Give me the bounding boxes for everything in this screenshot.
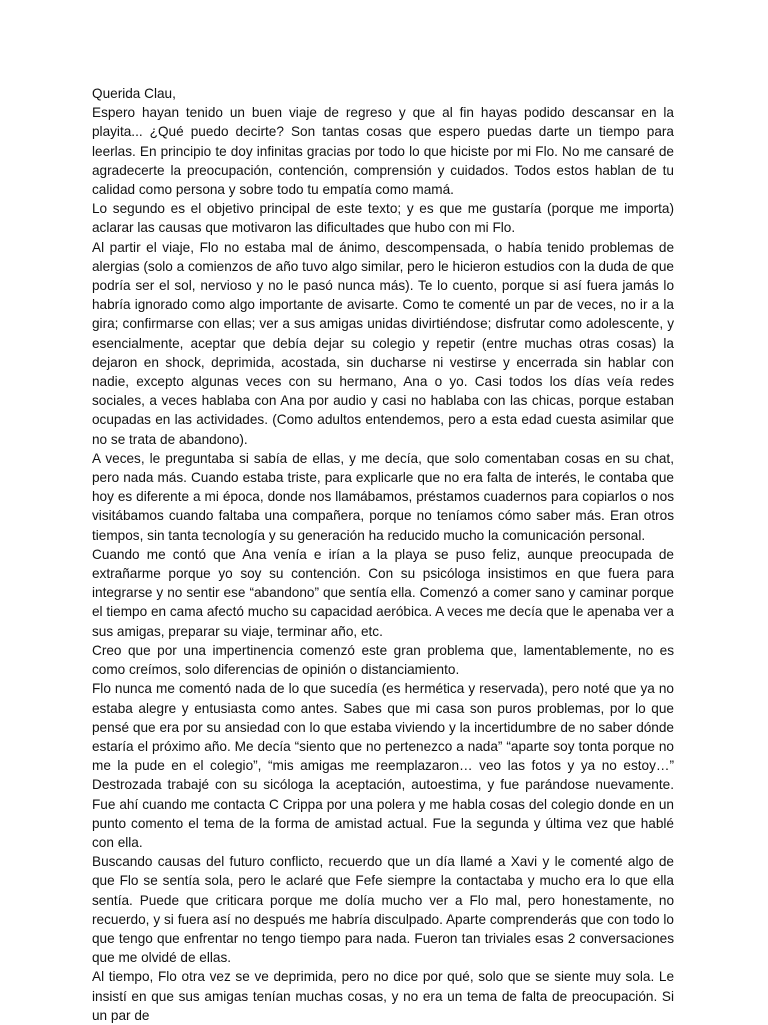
paragraph: Al partir el viaje, Flo no estaba mal de ánimo, descompensada, o había tenido problemas de alergias (solo a comienzos de año tuvo algo similar, pero le hicieron estudios con la duda de que podría ser el sol, nervioso y no le pasó nunca más). Te lo cuento, porque si así fuera jamás lo habría ignorado como algo importante de avisarte. Como te comenté un par de veces, no ir a la gira; confirmarse con ellas; ver a sus amigas unidas divirtiéndose; disfrutar como adolescente, y esencialmente, aceptar que debía dejar su colegio y repetir (entre muchas otras cosas) la dejaron en shock, deprimida, acostada, sin ducharse ni vestirse y encerrada sin hablar con nadie, excepto algunas veces con su hermano, Ana o yo. Casi todos los días veía redes sociales, a veces hablaba con Ana por audio y casi no hablaba con las chicas, porque estaban ocupadas en las actividades. (Como adultos entendemos, pero a esta edad cuesta asimilar que no se trata de abandono). <box>92 239 674 447</box>
paragraph: Flo nunca me comentó nada de lo que sucedía (es hermética y reservada), pero noté que ya no estaba alegre y entusiasta como antes. Sabes que mi casa son puros problemas, por lo que pensé que era por su ansiedad con lo que estaba viviendo y la incertidumbre de no saber dónde estaría el próximo año. Me decía “siento que no pertenezco a nada” “aparte soy tonta porque no me la pude en el colegio”, “mis amigas me reemplazaron… veo las fotos y ya no estoy…” Destrozada trabajé con su sicóloga la aceptación, autoestima, y fue parándose nuevamente. Fue ahí cuando me contacta C Crippa por una polera y me habla cosas del colegio donde en un punto comento el tema de la forma de amistad actual. Fue la segunda y última vez que hablé con ella. <box>92 681 674 850</box>
paragraph: Buscando causas del futuro conflicto, recuerdo que un día llamé a Xavi y le comenté algo de que Flo se sentía sola, pero le aclaré que Fefe siempre la contactaba y mucho era lo que ella sentía. Puede que criticara porque me dolía mucho ver a Flo mal, pero honestamente, no recuerdo, y si fuera así no después me habría disculpado. Aparte comprenderás que con todo lo que tengo que enfrentar no tengo tiempo para nada. Fueron tan triviales esas 2 conversaciones que me olvidé de ellas. <box>92 854 674 966</box>
paragraph: Creo que por una impertinencia comenzó este gran problema que, lamentablemente, no es como creímos, solo diferencias de opinión o distanciamiento. <box>92 642 674 678</box>
paragraph: Espero hayan tenido un buen viaje de regreso y que al fin hayas podido descansar en la playita... ¿Qué puedo decirte? Son tantas cosas que espero puedas darte un tiempo para leerlas. En principio te doy infinitas gracias por todo lo que hiciste por mi Flo. No me cansaré de agradecerte la preocupación, contención, comprensión y cuidados. Todos estos hablan de tu calidad como persona y sobre todo tu empatía como mamá. <box>92 105 674 198</box>
letter-body <box>92 84 674 1025</box>
salutation: Querida Clau, <box>92 86 176 101</box>
paragraph: Al tiempo, Flo otra vez se ve deprimida, pero no dice por qué, solo que se siente muy sola. Le insistí en que sus amigas tenían muchas cosas, y no era un tema de falta de preocupación. Si un par de <box>92 969 674 1023</box>
paragraph: Cuando me contó que Ana venía e irían a la playa se puso feliz, aunque preocupada de extrañarme porque yo soy su contención. Con su psicóloga insistimos en que fuera para integrarse y no sentir ese “abandono” que sentía ella. Comenzó a comer sano y caminar porque el tiempo en cama afectó mucho su capacidad aeróbica. A veces me decía que le apenaba ver a sus amigas, preparar su viaje, terminar año, etc. <box>92 546 674 639</box>
paragraph: Lo segundo es el objetivo principal de este texto; y es que me gustaría (porque me importa) aclarar las causas que motivaron las dificultades que hubo con mi Flo. <box>92 201 674 236</box>
paragraph: A veces, le preguntaba si sabía de ellas, y me decía, que solo comentaban cosas en su chat, pero nada más. Cuando estaba triste, para explicarle que no era falta de interés, le contaba que hoy es diferente a mi época, donde nos llamábamos, préstamos cuadernos para copiarlos o nos visitábamos cuando faltaba una compañera, porque no teníamos cómo saber más. Eran otros tiempos, sin tanta tecnología y su generación ha reducido mucho la comunicación personal. <box>92 450 674 543</box>
